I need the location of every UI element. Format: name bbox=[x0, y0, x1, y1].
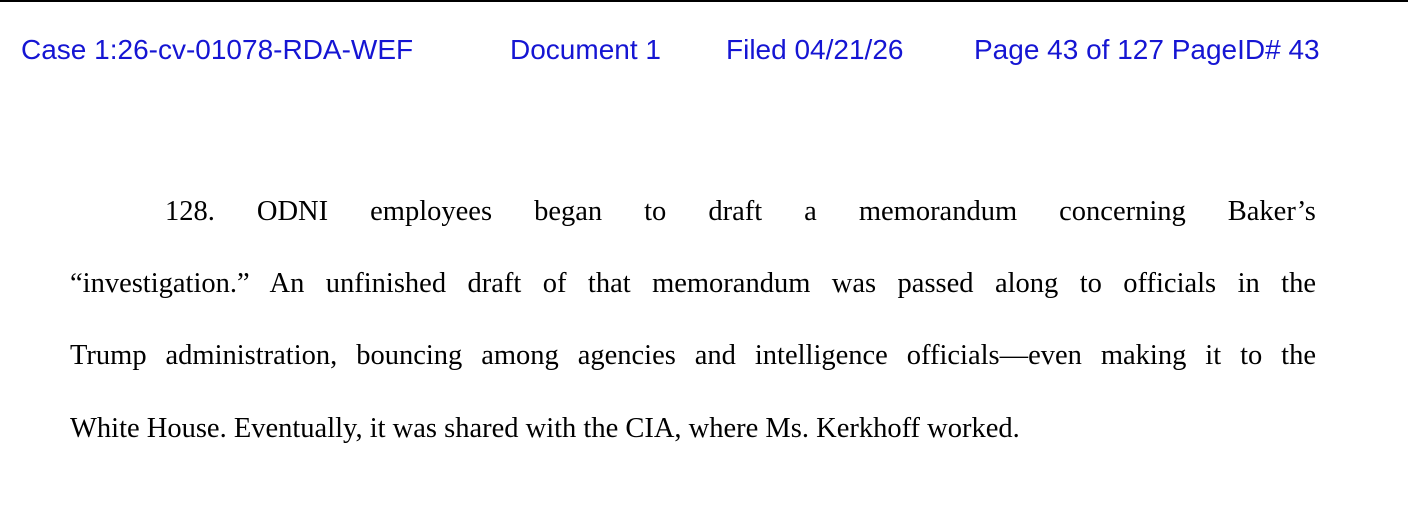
paragraph-word: ODNI bbox=[256, 196, 329, 227]
paragraph-line-4: White House. Eventually, it was shared with the CIA, where Ms. Kerkhoff worked. bbox=[70, 413, 1020, 444]
filed-date: Filed 04/21/26 bbox=[726, 34, 904, 65]
paragraph-word: draft bbox=[708, 196, 763, 227]
page-info: Page 43 of 127 PageID# 43 bbox=[974, 34, 1320, 65]
paragraph-word: concerning bbox=[1059, 196, 1186, 227]
paragraph-word: a bbox=[804, 196, 817, 227]
paragraph-line-3: Trump administration, bouncing among agencies and intelligence officials—even making it to the bbox=[70, 340, 1316, 371]
paragraph-line-2: “investigation.” An unfinished draft of that memorandum was passed along to officials in the bbox=[70, 268, 1316, 299]
paragraph-word: Baker’s bbox=[1227, 196, 1316, 227]
paragraph-word: memorandum bbox=[858, 196, 1018, 227]
top-border-line bbox=[0, 0, 1408, 2]
paragraph-line-1 bbox=[165, 196, 1316, 228]
paragraph-word: 128. bbox=[165, 196, 215, 227]
document-number: Document 1 bbox=[510, 34, 661, 65]
case-number: Case 1:26-cv-01078-RDA-WEF bbox=[21, 34, 414, 65]
filing-header bbox=[21, 30, 1391, 74]
paragraph-word: employees bbox=[370, 196, 493, 227]
paragraph-word: began bbox=[534, 196, 603, 227]
paragraph-word: to bbox=[644, 196, 667, 227]
